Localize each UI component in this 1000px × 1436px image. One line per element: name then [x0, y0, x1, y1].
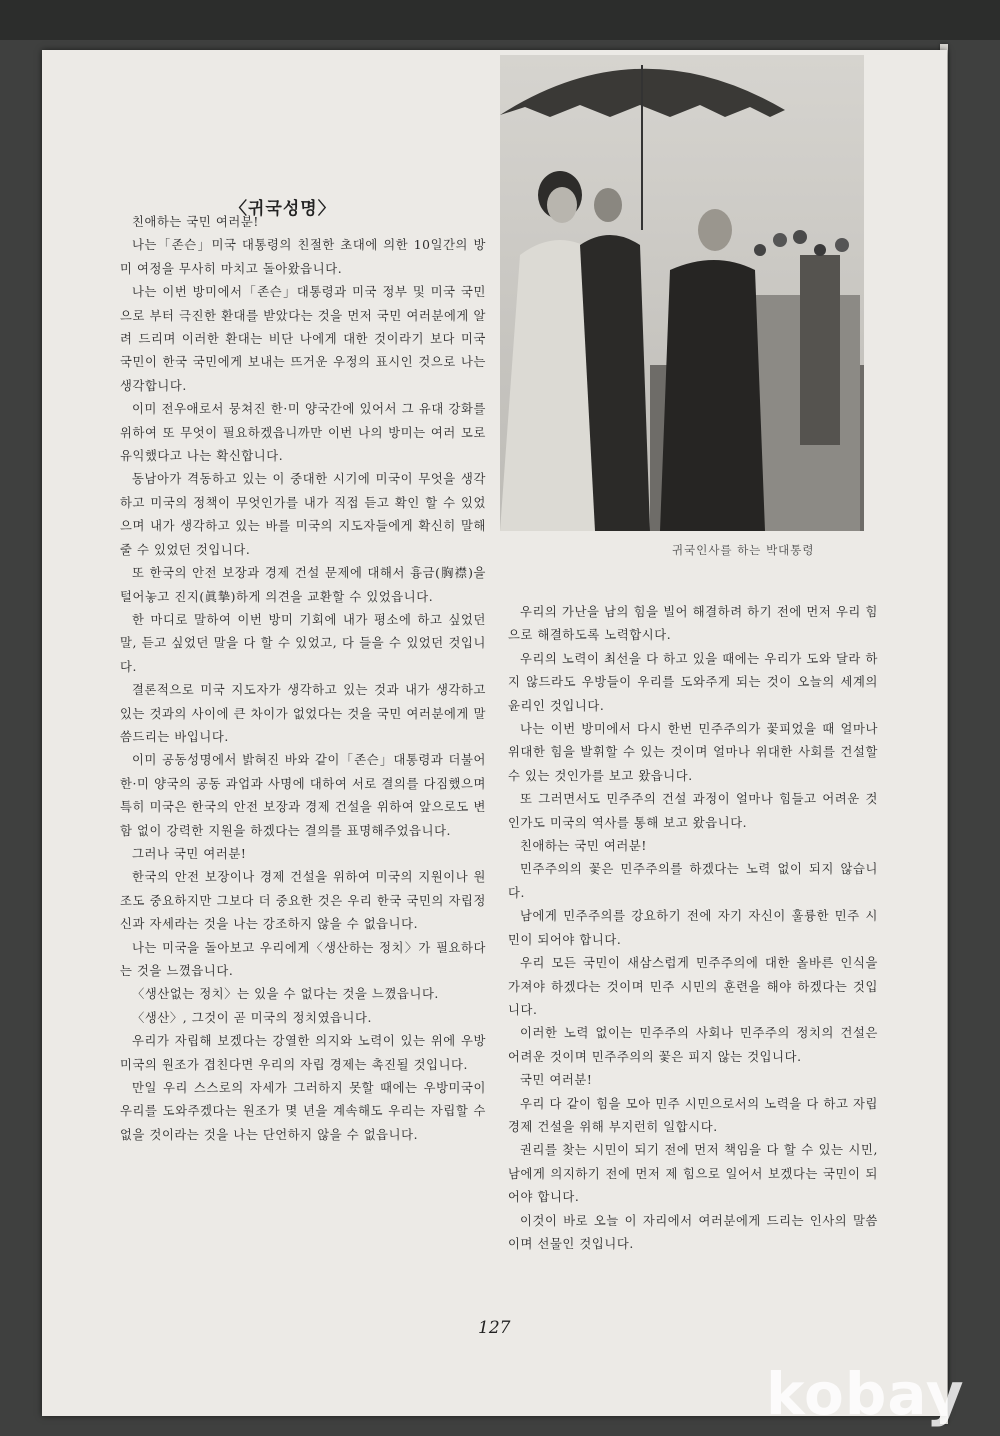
paragraph: 결론적으로 미국 지도자가 생각하고 있는 것과 내가 생각하고 있는 것과의 사이에 큰 차이가 없었다는 것을 국민 여러분에게 말씀드리는 바입니다.: [120, 683, 486, 744]
page-number: 127: [478, 1318, 511, 1338]
paragraph: 그러나 국민 여러분!: [132, 846, 247, 861]
paragraph: 〈생산없는 정치〉는 있을 수 없다는 것을 느꼈읍니다.: [132, 987, 439, 1002]
photo-illustration: [500, 55, 864, 531]
paragraph: 나는 이번 방미에서 다시 한번 민주주의가 꽃피었을 때 얼마나 위대한 힘을 발휘할 수 있는 것이며 얼마나 위대한 사회를 건설할 수 있는 것인가를 보고 왔읍니다.: [508, 722, 878, 783]
paragraph: 나는 미국을 돌아보고 우리에게〈생산하는 정치〉가 필요하다는 것을 느꼈읍니다.: [120, 940, 486, 978]
paragraph: 나는 이번 방미에서「존슨」대통령과 미국 정부 및 미국 국민으로 부터 극진한 환대를 받았다는 것을 먼저 국민 여러분에게 알려 드리며 이러한 환대는 비단 나에게 대한 것이라기 보다 미국 국민이 한국 국민에게 보내는 뜨거운 우정의 표시인 것으로 나는 생각합니다.: [120, 285, 486, 393]
paragraph: 민주주의의 꽃은 민주주의를 하겠다는 노력 없이 되지 않습니다.: [508, 862, 878, 900]
paragraph: 한국의 안전 보장이나 경제 건설을 위하여 미국의 지원이나 원조도 중요하지만 그보다 더 중요한 것은 우리 한국 국민의 자립정신과 자세라는 것을 나는 강조하지 않을 수 없읍니다.: [120, 870, 486, 932]
paragraph: 나는「존슨」미국 대통령의 친절한 초대에 의한 10일간의 방미 여정을 무사히 마치고 돌아왔읍니다.: [120, 238, 486, 276]
paragraph: 또 그러면서도 민주주의 건설 과정이 얼마나 힘들고 어려운 것인가도 미국의 역사를 통해 보고 왔읍니다.: [508, 792, 878, 830]
paragraph: 한 마디로 말하여 이번 방미 기회에 내가 평소에 하고 싶었던 말, 듣고 싶었던 말을 다 할 수 있었고, 다 들을 수 있었던 것입니다.: [120, 612, 486, 674]
paragraph: 우리 다 같이 힘을 모아 민주 시민으로서의 노력을 다 하고 자립 경제 건설을 위해 부지런히 일합시다.: [508, 1096, 878, 1134]
paragraph: 우리 모든 국민이 새삼스럽게 민주주의에 대한 올바른 인식을 가져야 하겠다는 것이며 민주 시민의 훈련을 해야 하겠다는 것입니다.: [508, 956, 878, 1017]
paragraph: 권리를 찾는 시민이 되기 전에 먼저 책임을 다 할 수 있는 시민, 남에게 의지하기 전에 먼저 제 힘으로 일어서 보겠다는 국민이 되어야 합니다.: [508, 1143, 878, 1205]
photo-caption: 귀국인사를 하는 박대통령: [672, 543, 815, 557]
paragraph: 우리의 노력이 최선을 다 하고 있을 때에는 우리가 도와 달라 하지 않드라도 우방들이 우리를 도와주게 되는 것이 오늘의 세계의 윤리인 것입니다.: [508, 651, 878, 713]
left-column: [120, 211, 486, 1147]
paragraph: 이미 공동성명에서 밝혀진 바와 같이「존슨」대통령과 더불어 한·미 양국의 공동 과업과 사명에 대하여 서로 결의를 다짐했으며 특히 미국은 한국의 안전 보장과 경제 건설을 위하여 앞으로도 변함 없이 강력한 지원을 하겠다는 결의를 표명해주었읍니다.: [120, 753, 486, 838]
paragraph: 남에게 민주주의를 강요하기 전에 자기 자신이 훌륭한 민주 시민이 되어야 합니다.: [508, 909, 878, 947]
paragraph: 친애하는 국민 여러분!: [132, 215, 259, 229]
paragraph: 친애하는 국민 여러분!: [520, 839, 647, 854]
paragraph: 이것이 바로 오늘 이 자리에서 여러분에게 드리는 인사의 말씀이며 선물인 것입니다.: [508, 1213, 878, 1251]
paragraph: 국민 여러분!: [520, 1073, 593, 1088]
photo-president-umbrella: [500, 55, 864, 531]
paragraph: 동남아가 격동하고 있는 이 중대한 시기에 미국이 무엇을 생각하고 미국의 정책이 무엇인가를 내가 직접 듣고 확인 할 수 있었으며 내가 생각하고 있는 바를 미국의 지도자들에게 확신히 말해줄 수 있었던 것입니다.: [120, 472, 486, 557]
watermark-logo: kobay: [766, 1360, 965, 1428]
paragraph: 〈생산〉, 그것이 곧 미국의 정치였읍니다.: [132, 1010, 373, 1025]
paragraph: 또 한국의 안전 보장과 경제 건설 문제에 대해서 흉금(胸襟)을 털어놓고 진지(眞摯)하게 의견을 교환할 수 있었읍니다.: [120, 566, 486, 604]
paragraph: 이미 전우애로서 뭉쳐진 한·미 양국간에 있어서 그 유대 강화를 위하여 또 무엇이 필요하겠읍니까만 이번 나의 방미는 여러 모로 유익했다고 나는 확신합니다.: [120, 402, 486, 464]
paragraph: 우리의 가난을 남의 힘을 빌어 해결하려 하기 전에 먼저 우리 힘으로 해결하도록 노력합시다.: [508, 605, 878, 643]
paragraph: 이러한 노력 없이는 민주주의 사회나 민주주의 정치의 건설은 어려운 것이며 민주주의의 꽃은 피지 않는 것입니다.: [508, 1026, 878, 1064]
document-heading: 〈귀국성명〉: [230, 199, 336, 219]
paragraph: 우리가 자립해 보겠다는 강열한 의지와 노력이 있는 위에 우방 미국의 원조가 겹친다면 우리의 자립 경제는 촉진될 것입니다.: [120, 1034, 486, 1072]
right-column: [508, 601, 878, 1256]
paragraph: 만일 우리 스스로의 자세가 그러하지 못할 때에는 우방미국이 우리를 도와주겠다는 원조가 몇 년을 계속해도 우리는 자립할 수 없을 것이라는 것을 나는 단언하지 않을 수 없읍니다.: [120, 1081, 486, 1142]
background-top: [0, 0, 1000, 40]
